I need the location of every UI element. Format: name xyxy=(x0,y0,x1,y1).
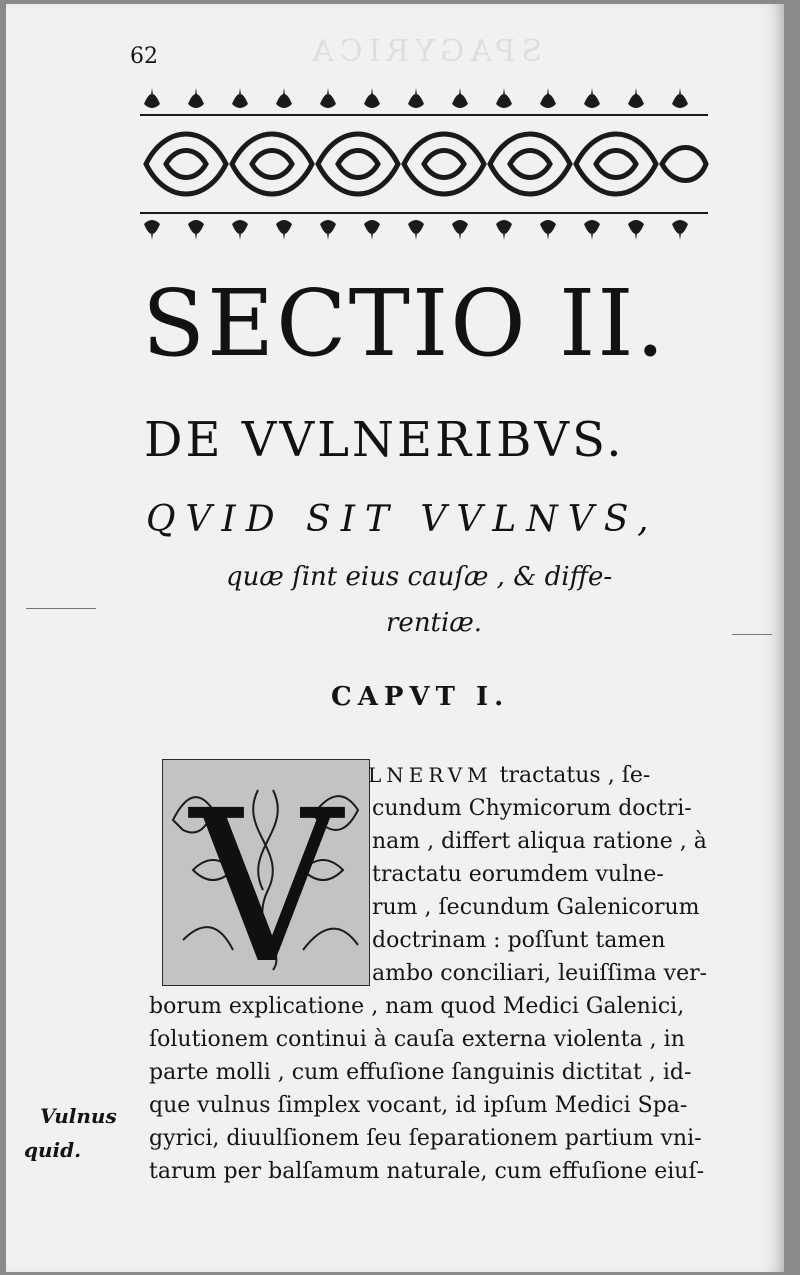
margin-note-line2: quid. xyxy=(24,1138,82,1162)
paragraph-line: rum , ſecundum Galenicorum xyxy=(372,895,700,920)
drop-cap-letter: V xyxy=(190,765,342,985)
question-subheading-line2: rentiæ. xyxy=(386,608,483,638)
ornamental-band xyxy=(136,74,712,254)
paragraph-line: gyrici, diuulſionem ſeu ſeparationem partium vni- xyxy=(149,1126,702,1151)
paragraph-line: ſolutionem continui à cauſa externa violenta , in xyxy=(149,1027,685,1052)
ink-mark xyxy=(26,608,96,609)
bleed-through-text: SPAGYRICA xyxy=(306,34,542,69)
paragraph-line: ambo conciliari, leuiſſima ver- xyxy=(372,961,708,986)
paragraph-line-text: tractatus , ſe- xyxy=(499,763,651,788)
ink-mark xyxy=(732,634,772,635)
paragraph-line: cundum Chymicorum doctri- xyxy=(372,796,692,821)
scroll-row xyxy=(146,134,706,194)
question-subheading-line1: quæ ſint eius cauſæ , & diffe- xyxy=(226,562,613,592)
paragraph-line: tractatu eorumdem vulne- xyxy=(372,862,664,887)
first-word: LNERVM xyxy=(368,763,493,787)
question-heading: QVID SIT VVLNVS, xyxy=(146,499,659,540)
paragraph-line: parte molli , cum effuſione ſanguinis dictitat , id- xyxy=(149,1060,692,1085)
paragraph-line: doctrinam : poſſunt tamen xyxy=(372,928,666,953)
initial-ornament xyxy=(163,760,369,985)
fleuron-row-top xyxy=(144,88,688,108)
chapter-heading: CAPVT I. xyxy=(331,682,510,712)
book-page xyxy=(6,4,784,1272)
decorated-initial xyxy=(162,759,370,986)
paragraph-line: nam , differt aliqua ratione , à xyxy=(372,829,707,854)
section-subtitle: DE VVLNERIBVS. xyxy=(144,412,625,468)
paragraph-line: que vulnus ſimplex vocant, id ipſum Medici Spa- xyxy=(149,1093,688,1118)
fleuron-row-bottom xyxy=(144,220,688,240)
page-number: 62 xyxy=(130,44,158,69)
margin-note-line1: Vulnus xyxy=(40,1104,117,1128)
paragraph-line: borum explicatione , nam quod Medici Galenici, xyxy=(149,994,685,1019)
question-subheading xyxy=(226,554,706,646)
paragraph-line xyxy=(368,759,650,792)
paragraph-line: tarum per balſamum naturale, cum effuſione eiuſ- xyxy=(149,1159,705,1184)
margin-note xyxy=(24,1099,134,1167)
section-title: SECTIO II. xyxy=(142,270,667,377)
